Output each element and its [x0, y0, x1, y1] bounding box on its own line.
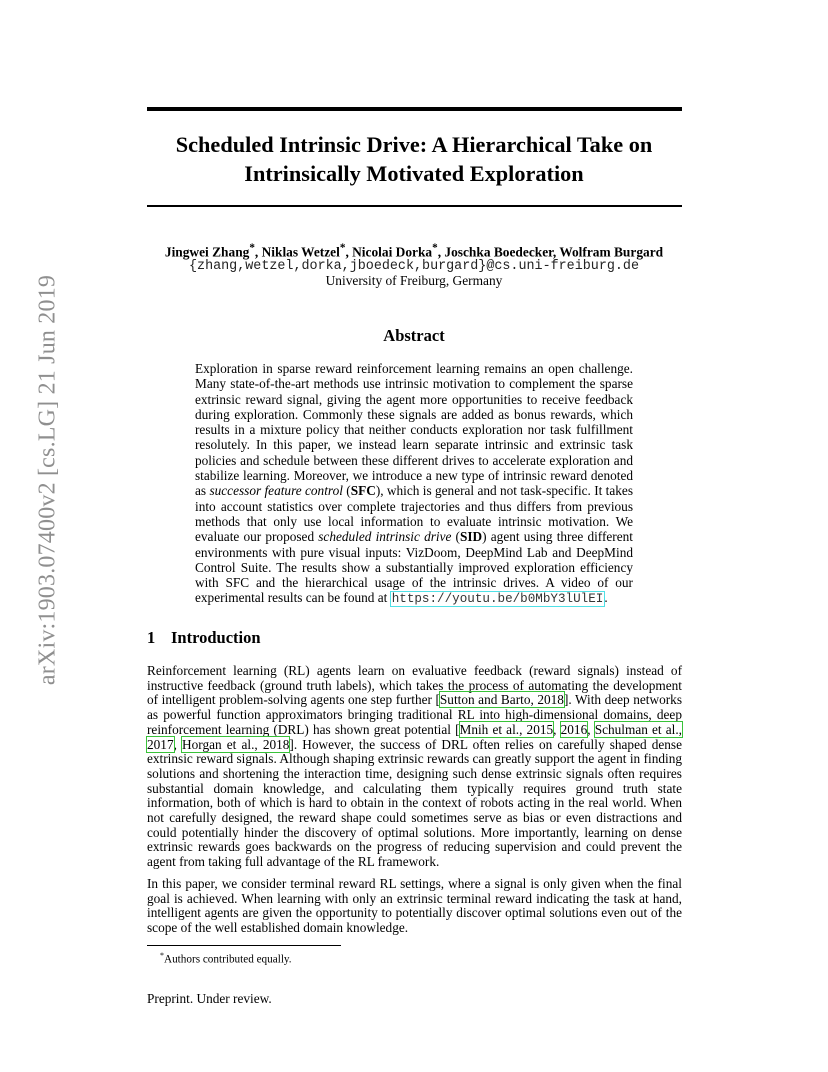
paragraph-text: ]. However, the success of DRL often relies on carefully shaped dense extrinsic reward signals. Although shaping extrinsic rewards can greatly support the agent in finding solutions and shortening the interaction time, designing such dense extrinsic signals often requires substantial domain knowledge, and calculating them typically requires ground truth state information, both of which is hard to obtain in the context of robots acting in the real world. When not carefully designed, the reward shape could sometimes serve as bias or even distractions and could potentially hinder the discovery of optimal solutions. More importantly, learning on dense extrinsic rewards goes backwards on the progress of reducing supervision and could prevent the agent from taking full advantage of the RL framework. — [147, 736, 682, 870]
paper-title — [147, 130, 681, 188]
affiliation: University of Freiburg, Germany — [325, 273, 503, 288]
abstract-heading: Abstract — [383, 326, 445, 345]
author-1: Jingwei Zhang — [164, 244, 250, 260]
footnote-text: Authors contributed equally. — [164, 953, 292, 966]
intro-paragraph-2: In this paper, we consider terminal reward RL settings, where a signal is only given when the final goal is achieved. When learning with only an extrinsic terminal reward indicating the task at hand, intelligent agents are given the opportunity to potentially discover optimal solutions even out of the scope of the well established domain knowledge. — [147, 876, 682, 936]
title-line-2: Intrinsically Motivated Exploration — [244, 161, 584, 186]
citation-link[interactable]: Schulman et al., 2017 — [147, 721, 682, 752]
abstract-text: agent using three different environments with pure visual inputs: VizDoom, DeepMind Lab and DeepMind Control Suite. The results show a substantially improved exploration efficiency with SFC and the hierarchical usage of the intrinsic drives. A video of our experimental results can be found at — [195, 529, 633, 606]
abstract-text: , which is general and not task-specific. It takes into account statistics over complete trajectories and thus differs from previous methods that only use local information to evaluate intrinsic motivation. We evaluate our proposed — [195, 483, 633, 545]
sid-abbr: SID — [459, 529, 483, 545]
arxiv-id: arXiv:1903.07400v2 [cs.LG] 21 Jun 2019 — [34, 274, 61, 686]
author-4: , Joschka Boedecker, Wolfram Burgard — [437, 244, 664, 260]
title-bottom-rule — [147, 205, 682, 207]
author-2: , Niklas Wetzel — [254, 244, 340, 260]
abstract-end: . — [604, 590, 608, 606]
citation-link[interactable]: Mnih et al., 2015 — [459, 721, 554, 737]
title-line-1: Scheduled Intrinsic Drive: A Hierarchical Take on — [175, 132, 653, 157]
section-heading — [147, 628, 261, 648]
footnote-rule — [147, 945, 341, 946]
citation-separator: , — [553, 721, 561, 737]
sid-term: scheduled intrinsic drive — [318, 529, 452, 545]
equal-contribution-mark: * — [432, 242, 438, 254]
citation-separator: , — [173, 736, 183, 752]
equal-contribution-mark: * — [339, 242, 346, 254]
video-link[interactable]: https://youtu.be/b0MbY3lUlEI — [391, 592, 604, 607]
sfc-term: successor feature control — [209, 483, 343, 499]
author-emails: {zhang,wetzel,dorka,jboedeck,burgard}@cs.uni-freiburg.de — [189, 259, 639, 274]
preprint-notice: Preprint. Under review. — [147, 991, 272, 1006]
citation-separator: , — [587, 721, 595, 737]
author-list — [147, 242, 681, 260]
sfc-abbr: SFC — [350, 483, 376, 499]
section-title: Introduction — [171, 628, 261, 647]
citation-link[interactable]: Horgan et al., 2018 — [182, 736, 290, 752]
paragraph-text: Reinforcement learning (RL) agents learn on evaluative feedback (reward signals) instead of instructive feedback (ground truth labels), which takes the process of automating the development of intelligent problem-solving agents one step further [ — [147, 663, 682, 708]
footnote — [160, 951, 292, 966]
author-3: , Nicolai Dorka — [345, 244, 433, 260]
abstract-body: Exploration in sparse reward reinforcement learning remains an open challenge. Many state-of-the-art methods use intrinsic motivation to complement the sparse extrinsic reward signal, giving the agent more opportunities to receive feedback during exploration. Commonly these signals are added as bonus rewards, which results in a mixture policy that neither conducts exploration nor task fulfillment resolutely. In this paper, we instead learn separate intrinsic and extrinsic task policies and schedule between these different drives to accelerate exploration and stabilize learning. Moreover, we introduce a new type of intrinsic reward denoted as successor feature control (SFC), which is general and not task-specific. It takes into account statistics over complete trajectories and thus differs from previous methods that only use local information to evaluate intrinsic motivation. We evaluate our proposed scheduled intrinsic drive (SID) agent using three different environments with pure visual inputs: VizDoom, DeepMind Lab and DeepMind Control Suite. The results show a substantially improved exploration efficiency with SFC and the hierarchical usage of the intrinsic drives. A video of our experimental results can be found at https://youtu.be/b0MbY3lUlEI. — [195, 361, 633, 607]
intro-paragraph-1 — [147, 664, 682, 870]
abstract-text: Exploration in sparse reward reinforcement learning remains an open challenge. Many state-of-the-art methods use intrinsic motivation to complement the sparse extrinsic reward signal, giving the agent more opportunities to receive feedback during exploration. Commonly these signals are added as bonus rewards, which results in a mixture policy that neither conducts exploration nor task fulfillment resolutely. In this paper, we instead learn separate intrinsic and extrinsic task policies and schedule between these different drives to accelerate exploration and stabilize learning. Moreover, we introduce a new type of intrinsic reward denoted as — [195, 361, 633, 499]
section-number: 1 — [147, 628, 156, 647]
footnote-mark: * — [160, 951, 164, 960]
equal-contribution-mark: * — [249, 242, 255, 254]
citation-link[interactable]: 2016 — [560, 721, 588, 737]
title-top-rule — [147, 107, 682, 111]
citation-link[interactable]: Sutton and Barto, 2018 — [439, 692, 564, 708]
paragraph-text: ]. With deep networks as powerful function approximators bringing traditional RL into high-dimensional domains, deep reinforcement learning (DRL) has shown great potential [ — [147, 692, 682, 737]
